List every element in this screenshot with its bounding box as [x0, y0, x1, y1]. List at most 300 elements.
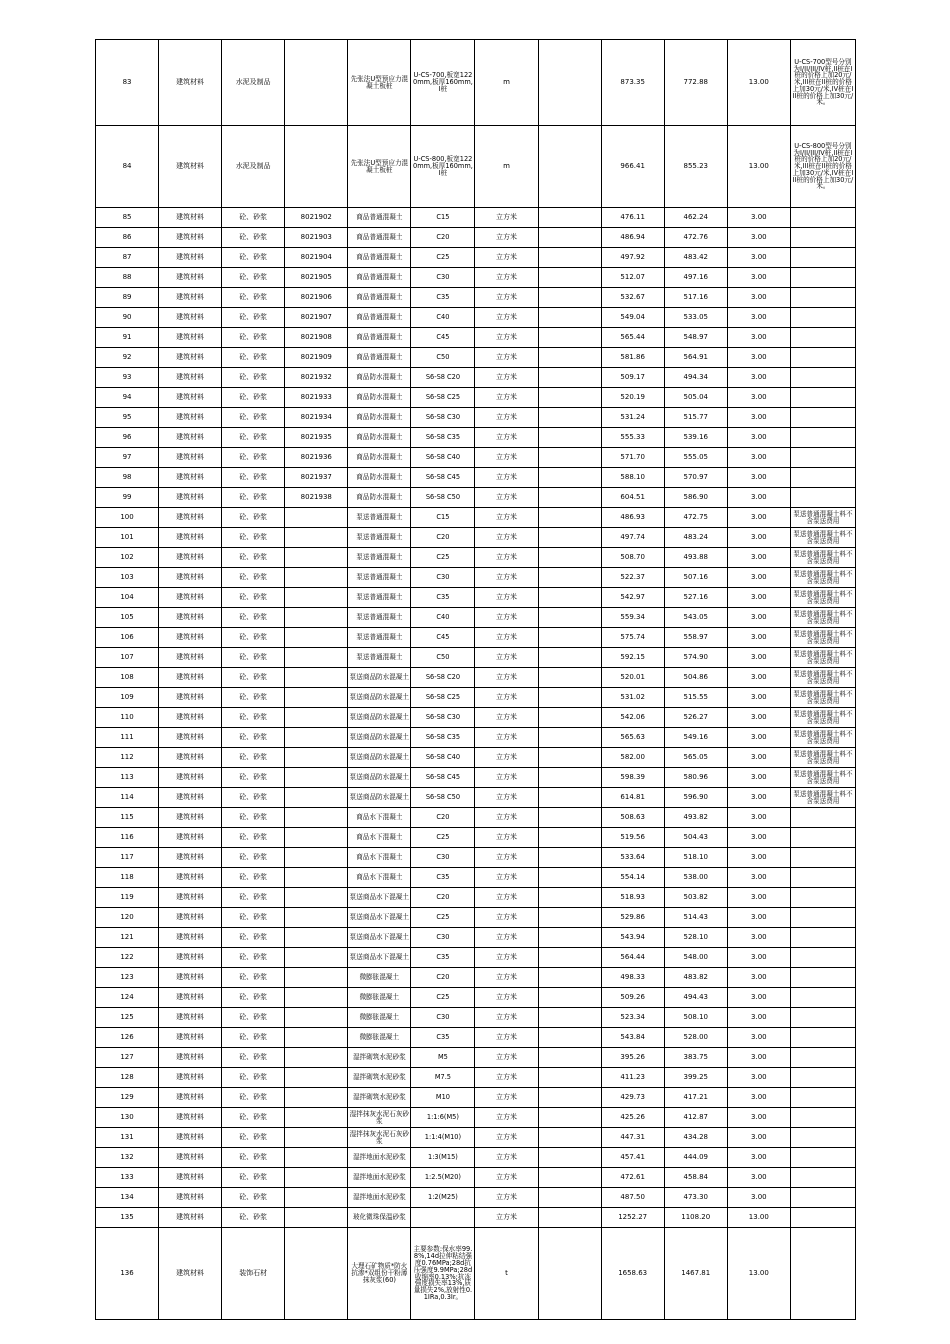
unit-cell: 立方米	[475, 1208, 538, 1228]
subcategory-cell: 砼、砂浆	[222, 348, 285, 368]
row-number-cell: 96	[96, 428, 159, 448]
tax-rate-cell: 3.00	[727, 508, 790, 528]
row-number-cell: 86	[96, 228, 159, 248]
table-row	[96, 608, 856, 628]
tax-rate-cell: 3.00	[727, 668, 790, 688]
table-row	[96, 1168, 856, 1188]
material-name-cell: 泵送商品防水混凝土	[348, 788, 411, 808]
material-name-cell: 泵送商品防水混凝土	[348, 688, 411, 708]
remark-cell	[790, 828, 855, 848]
price-with-tax-cell: 588.10	[601, 468, 664, 488]
unit-cell: 立方米	[475, 548, 538, 568]
specification-cell: S6-S8 C20	[411, 368, 475, 388]
material-code-cell	[285, 988, 348, 1008]
blank-column-cell	[538, 528, 601, 548]
remark-cell	[790, 888, 855, 908]
specification-cell: C40	[411, 308, 475, 328]
remark-cell	[790, 488, 855, 508]
material-code-cell: 8021909	[285, 348, 348, 368]
material-code-cell	[285, 848, 348, 868]
material-name-cell: 泵送普通混凝土	[348, 528, 411, 548]
material-code-cell: 8021933	[285, 388, 348, 408]
tax-rate-cell: 3.00	[727, 468, 790, 488]
table-row	[96, 928, 856, 948]
price-without-tax-cell: 497.16	[664, 268, 727, 288]
material-name-cell: 商品防水混凝土	[348, 468, 411, 488]
subcategory-cell: 砼、砂浆	[222, 288, 285, 308]
remark-cell	[790, 1128, 855, 1148]
material-name-cell: 泵送商品防水混凝土	[348, 748, 411, 768]
material-name-cell: 泵送普通混凝土	[348, 588, 411, 608]
unit-cell: 立方米	[475, 648, 538, 668]
price-with-tax-cell: 571.70	[601, 448, 664, 468]
blank-column-cell	[538, 1008, 601, 1028]
unit-cell: 立方米	[475, 288, 538, 308]
specification-cell: 1:2.5(M20)	[411, 1168, 475, 1188]
unit-cell: 立方米	[475, 348, 538, 368]
subcategory-cell: 砼、砂浆	[222, 568, 285, 588]
specification-cell: 1:1:6(M5)	[411, 1108, 475, 1128]
specification-cell: C25	[411, 248, 475, 268]
specification-cell: S6-S8 C40	[411, 748, 475, 768]
unit-cell: 立方米	[475, 688, 538, 708]
material-code-cell	[285, 668, 348, 688]
price-with-tax-cell: 533.64	[601, 848, 664, 868]
price-with-tax-cell: 429.73	[601, 1088, 664, 1108]
specification-cell: C50	[411, 648, 475, 668]
remark-cell: 泵送普通混凝土料不含泵送费用	[790, 788, 855, 808]
blank-column-cell	[538, 268, 601, 288]
subcategory-cell: 砼、砂浆	[222, 928, 285, 948]
row-number-cell: 136	[96, 1228, 159, 1320]
unit-cell: 立方米	[475, 408, 538, 428]
material-code-cell	[285, 1168, 348, 1188]
blank-column-cell	[538, 608, 601, 628]
material-name-cell: 玻化微珠保温砂浆	[348, 1208, 411, 1228]
table-row	[96, 828, 856, 848]
subcategory-cell: 砼、砂浆	[222, 1048, 285, 1068]
blank-column-cell	[538, 1168, 601, 1188]
subcategory-cell: 砼、砂浆	[222, 228, 285, 248]
row-number-cell: 100	[96, 508, 159, 528]
subcategory-cell: 砼、砂浆	[222, 268, 285, 288]
subcategory-cell: 砼、砂浆	[222, 1168, 285, 1188]
blank-column-cell	[538, 508, 601, 528]
blank-column-cell	[538, 988, 601, 1008]
table-row	[96, 528, 856, 548]
price-with-tax-cell: 497.74	[601, 528, 664, 548]
tax-rate-cell: 3.00	[727, 888, 790, 908]
blank-column-cell	[538, 928, 601, 948]
table-row	[96, 968, 856, 988]
blank-column-cell	[538, 768, 601, 788]
price-with-tax-cell: 486.93	[601, 508, 664, 528]
specification-cell: C35	[411, 1028, 475, 1048]
material-name-cell: 商品防水混凝土	[348, 488, 411, 508]
material-code-cell	[285, 1008, 348, 1028]
remark-cell	[790, 468, 855, 488]
remark-cell	[790, 928, 855, 948]
price-table	[95, 39, 856, 1320]
category-cell: 建筑材料	[159, 448, 222, 468]
specification-cell: C50	[411, 348, 475, 368]
subcategory-cell: 砼、砂浆	[222, 508, 285, 528]
row-number-cell: 103	[96, 568, 159, 588]
material-name-cell: 商品防水混凝土	[348, 428, 411, 448]
subcategory-cell: 砼、砂浆	[222, 1148, 285, 1168]
remark-cell: 泵送普通混凝土料不含泵送费用	[790, 768, 855, 788]
specification-cell: S6-S8 C30	[411, 408, 475, 428]
tax-rate-cell: 3.00	[727, 368, 790, 388]
price-without-tax-cell: 444.09	[664, 1148, 727, 1168]
price-without-tax-cell: 549.16	[664, 728, 727, 748]
subcategory-cell: 砼、砂浆	[222, 468, 285, 488]
table-row	[96, 648, 856, 668]
category-cell: 建筑材料	[159, 908, 222, 928]
row-number-cell: 132	[96, 1148, 159, 1168]
row-number-cell: 118	[96, 868, 159, 888]
price-with-tax-cell: 509.17	[601, 368, 664, 388]
price-with-tax-cell: 518.93	[601, 888, 664, 908]
row-number-cell: 112	[96, 748, 159, 768]
unit-cell: 立方米	[475, 928, 538, 948]
table-row	[96, 328, 856, 348]
category-cell: 建筑材料	[159, 508, 222, 528]
material-name-cell: 湿拌砌筑水泥砂浆	[348, 1068, 411, 1088]
subcategory-cell: 砼、砂浆	[222, 428, 285, 448]
price-with-tax-cell: 598.39	[601, 768, 664, 788]
price-with-tax-cell: 531.24	[601, 408, 664, 428]
subcategory-cell: 砼、砂浆	[222, 608, 285, 628]
row-number-cell: 130	[96, 1108, 159, 1128]
specification-cell: 1:2(M25)	[411, 1188, 475, 1208]
table-row	[96, 428, 856, 448]
row-number-cell: 134	[96, 1188, 159, 1208]
specification-cell: C45	[411, 328, 475, 348]
blank-column-cell	[538, 968, 601, 988]
price-without-tax-cell: 483.82	[664, 968, 727, 988]
subcategory-cell: 砼、砂浆	[222, 208, 285, 228]
specification-cell: S6-S8 C50	[411, 488, 475, 508]
unit-cell: 立方米	[475, 468, 538, 488]
price-with-tax-cell: 555.33	[601, 428, 664, 448]
subcategory-cell: 砼、砂浆	[222, 408, 285, 428]
price-without-tax-cell: 515.55	[664, 688, 727, 708]
price-without-tax-cell: 383.75	[664, 1048, 727, 1068]
material-name-cell: 湿拌砌筑水泥砂浆	[348, 1048, 411, 1068]
category-cell: 建筑材料	[159, 1108, 222, 1128]
table-row	[96, 268, 856, 288]
specification-cell: U-CS-800,板宽1220mm,板厚160mm,I桩	[411, 126, 475, 208]
price-with-tax-cell: 564.44	[601, 948, 664, 968]
specification-cell: C35	[411, 588, 475, 608]
tax-rate-cell: 3.00	[727, 848, 790, 868]
table-row	[96, 1048, 856, 1068]
category-cell: 建筑材料	[159, 588, 222, 608]
row-number-cell: 127	[96, 1048, 159, 1068]
material-code-cell	[285, 126, 348, 208]
category-cell: 建筑材料	[159, 288, 222, 308]
category-cell: 建筑材料	[159, 868, 222, 888]
price-without-tax-cell: 505.04	[664, 388, 727, 408]
row-number-cell: 122	[96, 948, 159, 968]
price-without-tax-cell: 548.00	[664, 948, 727, 968]
category-cell: 建筑材料	[159, 488, 222, 508]
subcategory-cell: 砼、砂浆	[222, 488, 285, 508]
remark-cell	[790, 968, 855, 988]
row-number-cell: 95	[96, 408, 159, 428]
material-name-cell: 泵送普通混凝土	[348, 568, 411, 588]
price-without-tax-cell: 412.87	[664, 1108, 727, 1128]
unit-cell: 立方米	[475, 1148, 538, 1168]
price-without-tax-cell: 555.05	[664, 448, 727, 468]
blank-column-cell	[538, 40, 601, 126]
subcategory-cell: 砼、砂浆	[222, 548, 285, 568]
material-code-cell	[285, 1048, 348, 1068]
blank-column-cell	[538, 308, 601, 328]
row-number-cell: 120	[96, 908, 159, 928]
row-number-cell: 121	[96, 928, 159, 948]
unit-cell: m	[475, 126, 538, 208]
price-with-tax-cell: 411.23	[601, 1068, 664, 1088]
tax-rate-cell: 3.00	[727, 288, 790, 308]
unit-cell: 立方米	[475, 828, 538, 848]
specification-cell: C30	[411, 848, 475, 868]
tax-rate-cell: 3.00	[727, 988, 790, 1008]
tax-rate-cell: 3.00	[727, 788, 790, 808]
row-number-cell: 124	[96, 988, 159, 1008]
blank-column-cell	[538, 1128, 601, 1148]
category-cell: 建筑材料	[159, 688, 222, 708]
specification-cell: C30	[411, 1008, 475, 1028]
material-name-cell: 商品普通混凝土	[348, 248, 411, 268]
material-code-cell	[285, 688, 348, 708]
category-cell: 建筑材料	[159, 668, 222, 688]
material-code-cell: 8021907	[285, 308, 348, 328]
blank-column-cell	[538, 948, 601, 968]
tax-rate-cell: 3.00	[727, 228, 790, 248]
specification-cell: C25	[411, 548, 475, 568]
material-code-cell	[285, 788, 348, 808]
remark-cell	[790, 1068, 855, 1088]
material-code-cell	[285, 1228, 348, 1320]
unit-cell: 立方米	[475, 508, 538, 528]
table-row	[96, 1088, 856, 1108]
table-row	[96, 668, 856, 688]
table-row	[96, 848, 856, 868]
unit-cell: 立方米	[475, 1048, 538, 1068]
row-number-cell: 129	[96, 1088, 159, 1108]
category-cell: 建筑材料	[159, 1128, 222, 1148]
unit-cell: 立方米	[475, 748, 538, 768]
row-number-cell: 106	[96, 628, 159, 648]
price-without-tax-cell: 417.21	[664, 1088, 727, 1108]
unit-cell: 立方米	[475, 428, 538, 448]
category-cell: 建筑材料	[159, 1008, 222, 1028]
material-code-cell: 8021932	[285, 368, 348, 388]
specification-cell: C35	[411, 868, 475, 888]
price-without-tax-cell: 526.27	[664, 708, 727, 728]
price-without-tax-cell: 517.16	[664, 288, 727, 308]
price-with-tax-cell: 520.01	[601, 668, 664, 688]
remark-cell	[790, 388, 855, 408]
tax-rate-cell: 3.00	[727, 728, 790, 748]
blank-column-cell	[538, 848, 601, 868]
price-without-tax-cell: 1108.20	[664, 1208, 727, 1228]
table-row	[96, 248, 856, 268]
tax-rate-cell: 3.00	[727, 828, 790, 848]
price-without-tax-cell: 472.75	[664, 508, 727, 528]
tax-rate-cell: 3.00	[727, 328, 790, 348]
category-cell: 建筑材料	[159, 988, 222, 1008]
row-number-cell: 94	[96, 388, 159, 408]
category-cell: 建筑材料	[159, 228, 222, 248]
subcategory-cell: 砼、砂浆	[222, 908, 285, 928]
unit-cell: 立方米	[475, 1028, 538, 1048]
blank-column-cell	[538, 1088, 601, 1108]
material-name-cell: 商品水下混凝土	[348, 868, 411, 888]
price-without-tax-cell: 514.43	[664, 908, 727, 928]
subcategory-cell: 砼、砂浆	[222, 948, 285, 968]
price-without-tax-cell: 528.10	[664, 928, 727, 948]
specification-cell: S6-S8 C35	[411, 728, 475, 748]
tax-rate-cell: 3.00	[727, 868, 790, 888]
tax-rate-cell: 3.00	[727, 1068, 790, 1088]
row-number-cell: 90	[96, 308, 159, 328]
material-name-cell: 泵送商品水下混凝土	[348, 928, 411, 948]
category-cell: 建筑材料	[159, 808, 222, 828]
specification-cell: C30	[411, 568, 475, 588]
price-with-tax-cell: 486.94	[601, 228, 664, 248]
material-name-cell: 微膨胀混凝土	[348, 968, 411, 988]
row-number-cell: 97	[96, 448, 159, 468]
category-cell: 建筑材料	[159, 828, 222, 848]
tax-rate-cell: 3.00	[727, 628, 790, 648]
unit-cell: 立方米	[475, 1188, 538, 1208]
specification-cell: C45	[411, 628, 475, 648]
remark-cell	[790, 1188, 855, 1208]
table-row	[96, 1188, 856, 1208]
price-with-tax-cell: 531.02	[601, 688, 664, 708]
blank-column-cell	[538, 628, 601, 648]
table-row	[96, 888, 856, 908]
material-name-cell: 商品普通混凝土	[348, 228, 411, 248]
price-with-tax-cell: 395.26	[601, 1048, 664, 1068]
price-with-tax-cell: 532.67	[601, 288, 664, 308]
specification-cell: C15	[411, 208, 475, 228]
category-cell: 建筑材料	[159, 126, 222, 208]
unit-cell: 立方米	[475, 768, 538, 788]
subcategory-cell: 水泥及制品	[222, 40, 285, 126]
price-with-tax-cell: 523.34	[601, 1008, 664, 1028]
tax-rate-cell: 13.00	[727, 40, 790, 126]
blank-column-cell	[538, 388, 601, 408]
row-number-cell: 102	[96, 548, 159, 568]
material-name-cell: 商品普通混凝土	[348, 308, 411, 328]
material-code-cell: 8021938	[285, 488, 348, 508]
material-code-cell: 8021904	[285, 248, 348, 268]
subcategory-cell: 砼、砂浆	[222, 848, 285, 868]
material-code-cell	[285, 568, 348, 588]
price-without-tax-cell: 539.16	[664, 428, 727, 448]
category-cell: 建筑材料	[159, 648, 222, 668]
subcategory-cell: 砼、砂浆	[222, 1068, 285, 1088]
remark-cell: U-CS-800型号分别为I/II/III/IV桩,II桩在I桩的价格上加20元/米,III桩在II桩的价格上加30元/米,IV桩在III桩的价格上加30元/米。	[790, 126, 855, 208]
blank-column-cell	[538, 208, 601, 228]
subcategory-cell: 砼、砂浆	[222, 588, 285, 608]
remark-cell	[790, 1108, 855, 1128]
row-number-cell: 126	[96, 1028, 159, 1048]
blank-column-cell	[538, 1148, 601, 1168]
subcategory-cell: 装饰石材	[222, 1228, 285, 1320]
price-with-tax-cell: 472.61	[601, 1168, 664, 1188]
price-with-tax-cell: 508.70	[601, 548, 664, 568]
specification-cell: S6-S8 C25	[411, 388, 475, 408]
unit-cell: 立方米	[475, 528, 538, 548]
material-code-cell	[285, 648, 348, 668]
blank-column-cell	[538, 748, 601, 768]
remark-cell	[790, 1208, 855, 1228]
price-without-tax-cell: 558.97	[664, 628, 727, 648]
subcategory-cell: 砼、砂浆	[222, 248, 285, 268]
tax-rate-cell: 3.00	[727, 348, 790, 368]
tax-rate-cell: 3.00	[727, 1008, 790, 1028]
material-name-cell: 商品水下混凝土	[348, 848, 411, 868]
subcategory-cell: 砼、砂浆	[222, 1008, 285, 1028]
category-cell: 建筑材料	[159, 40, 222, 126]
tax-rate-cell: 3.00	[727, 648, 790, 668]
row-number-cell: 113	[96, 768, 159, 788]
specification-cell: S6-S8 C40	[411, 448, 475, 468]
row-number-cell: 123	[96, 968, 159, 988]
remark-cell	[790, 868, 855, 888]
subcategory-cell: 砼、砂浆	[222, 1188, 285, 1208]
subcategory-cell: 砼、砂浆	[222, 388, 285, 408]
subcategory-cell: 砼、砂浆	[222, 688, 285, 708]
price-with-tax-cell: 565.44	[601, 328, 664, 348]
price-with-tax-cell: 542.97	[601, 588, 664, 608]
price-with-tax-cell: 1252.27	[601, 1208, 664, 1228]
specification-cell: C25	[411, 908, 475, 928]
price-without-tax-cell: 483.24	[664, 528, 727, 548]
unit-cell: 立方米	[475, 1068, 538, 1088]
material-code-cell	[285, 888, 348, 908]
material-name-cell: 商品普通混凝土	[348, 208, 411, 228]
table-row	[96, 808, 856, 828]
specification-cell: C30	[411, 928, 475, 948]
subcategory-cell: 砼、砂浆	[222, 748, 285, 768]
subcategory-cell: 水泥及制品	[222, 126, 285, 208]
blank-column-cell	[538, 548, 601, 568]
remark-cell	[790, 368, 855, 388]
tax-rate-cell: 3.00	[727, 1148, 790, 1168]
unit-cell: 立方米	[475, 908, 538, 928]
unit-cell: 立方米	[475, 948, 538, 968]
row-number-cell: 85	[96, 208, 159, 228]
subcategory-cell: 砼、砂浆	[222, 728, 285, 748]
material-code-cell: 8021905	[285, 268, 348, 288]
blank-column-cell	[538, 468, 601, 488]
price-without-tax-cell: 504.43	[664, 828, 727, 848]
row-number-cell: 84	[96, 126, 159, 208]
row-number-cell: 133	[96, 1168, 159, 1188]
price-without-tax-cell: 586.90	[664, 488, 727, 508]
material-code-cell	[285, 1208, 348, 1228]
blank-column-cell	[538, 908, 601, 928]
price-without-tax-cell: 458.84	[664, 1168, 727, 1188]
category-cell: 建筑材料	[159, 628, 222, 648]
material-code-cell	[285, 40, 348, 126]
